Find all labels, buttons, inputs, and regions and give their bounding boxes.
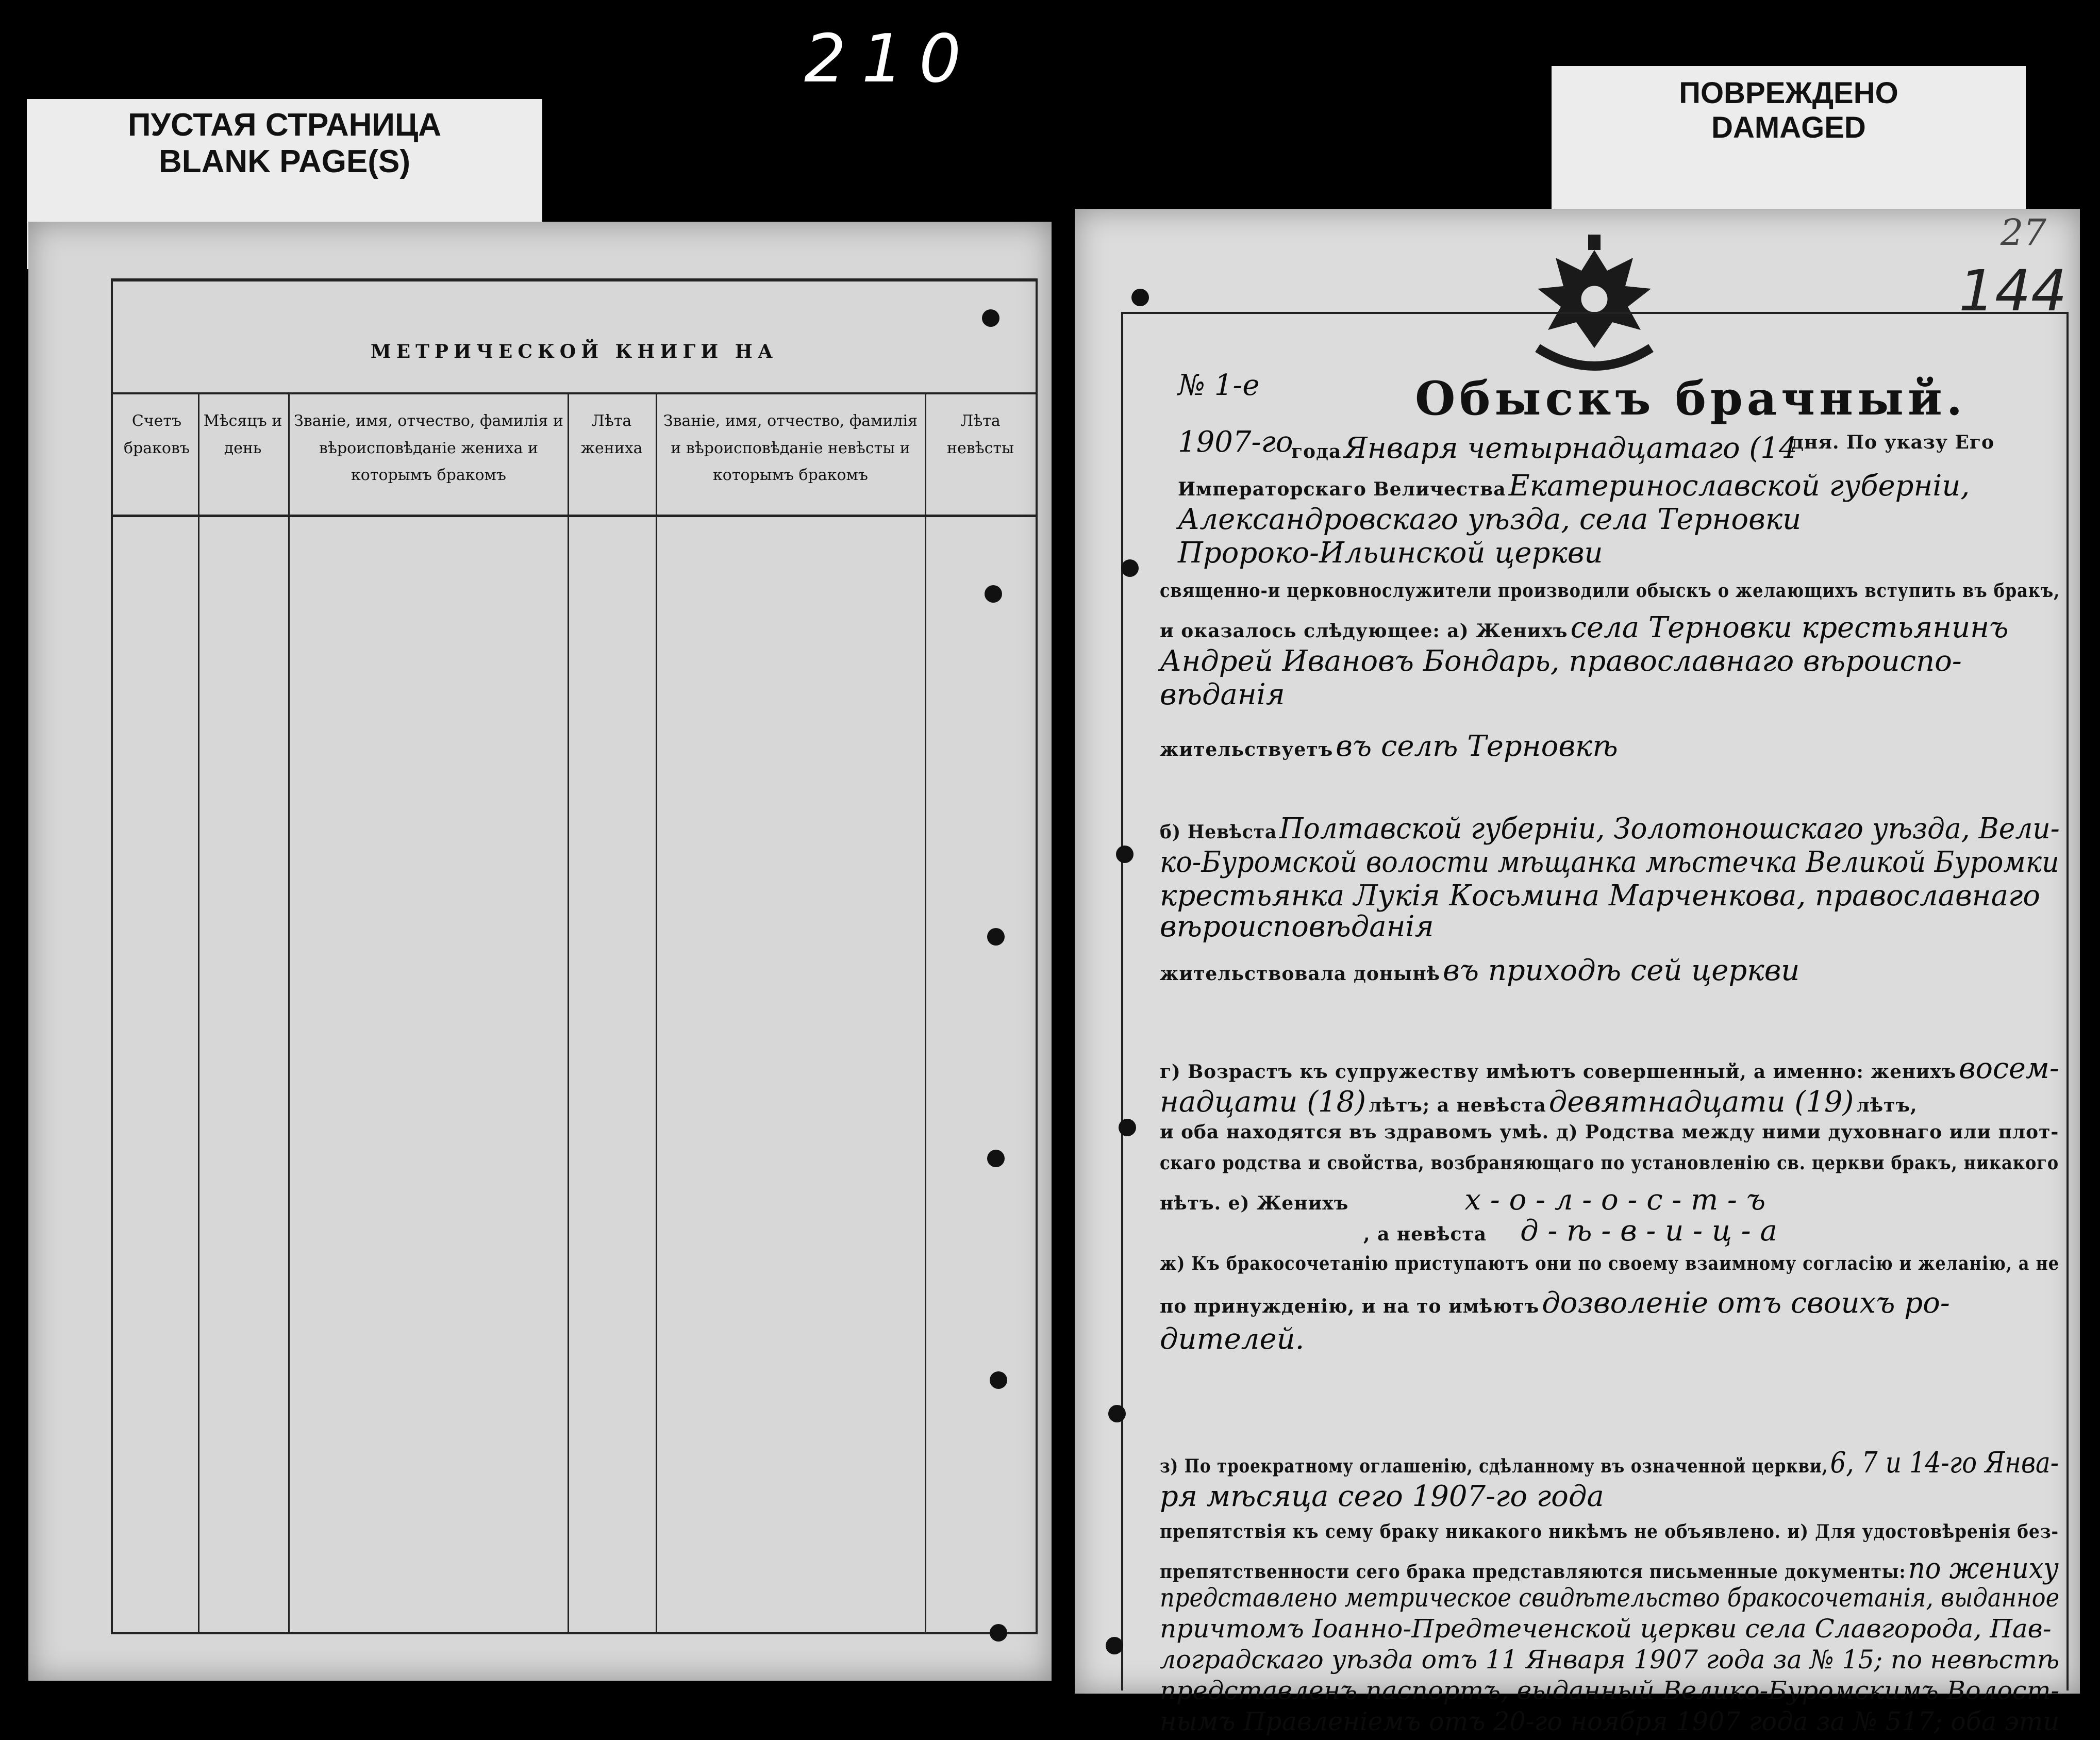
left-page xyxy=(28,222,1052,1681)
handwritten-text: въ селѣ Терновкѣ xyxy=(1336,730,1618,763)
text-line xyxy=(1160,954,1799,987)
text-line xyxy=(1160,1614,2052,1644)
handwritten-text: причтомъ Іоанно-Предтеченской церкви села Славгорода, Пав- xyxy=(1160,1614,2052,1644)
column-divider xyxy=(288,392,290,1632)
printed-text: скаго родства и свойства, возбраняющаго по установленію св. церкви бракъ, никакого xyxy=(1160,1152,2059,1174)
handwritten-text: восем- xyxy=(1959,1052,2059,1085)
record-number: № 1-е xyxy=(1178,369,1260,402)
text-line xyxy=(1160,1446,2059,1480)
text-line xyxy=(1160,1286,1950,1320)
printed-text: лѣтъ; а невѣста xyxy=(1369,1095,1546,1116)
register-table xyxy=(111,278,1038,1634)
punch-hole xyxy=(990,1624,1007,1642)
text-line xyxy=(1178,503,1801,536)
text-line xyxy=(1160,1521,2059,1543)
header-bride-age: Лѣта невѣсты xyxy=(946,412,1014,457)
punch-hole xyxy=(1106,1637,1123,1654)
text-line xyxy=(1160,1152,2059,1174)
header-bride: Званіе, имя, отчество, фамилія и вѣроисповѣданіе невѣсты и которымъ бракомъ xyxy=(663,412,918,484)
handwritten-text: 1907-го xyxy=(1178,425,1293,459)
handwritten-text: крестьянка Лукія Косьмина Марченкова, православнаго xyxy=(1160,879,2040,913)
text-line xyxy=(1363,1214,1777,1248)
handwritten-text: вѣроисповѣданія xyxy=(1160,910,1434,943)
column-divider xyxy=(656,392,657,1632)
handwritten-text: по жениху xyxy=(1908,1552,2059,1585)
text-line xyxy=(1160,812,2060,846)
printed-text: препятственности сего брака представляются письменные документы: xyxy=(1160,1561,1906,1583)
text-line xyxy=(1178,425,1293,459)
column-divider xyxy=(198,392,199,1632)
punch-hole xyxy=(987,928,1005,946)
text-line xyxy=(1160,730,1618,763)
text-line xyxy=(1791,432,1994,453)
punch-hole xyxy=(985,585,1002,603)
punch-hole xyxy=(982,309,999,327)
printed-text: г) Возрастъ къ супружеству имѣютъ совершенный, а именно: женихъ xyxy=(1160,1061,1957,1083)
punch-hole xyxy=(990,1371,1007,1389)
header-month-day: Мѣсяцъ и день xyxy=(203,412,282,457)
printed-text: Императорскаго Величества xyxy=(1178,478,1506,500)
printed-text: и оказалось слѣдующее: а) Женихъ xyxy=(1160,620,1568,642)
text-line xyxy=(1160,1645,2059,1675)
printed-text: дня. По указу Его xyxy=(1791,432,1994,453)
register-title: МЕТРИЧЕСКОЙ КНИГИ НА xyxy=(370,341,778,362)
text-line xyxy=(1160,644,1962,678)
punch-hole xyxy=(1108,1405,1126,1422)
printed-text: жительствовала донынѣ xyxy=(1160,963,1441,985)
header-groom-age: Лѣта жениха xyxy=(580,412,643,457)
column-divider xyxy=(925,392,926,1632)
text-line xyxy=(1160,1052,2059,1085)
text-line xyxy=(1178,536,1603,570)
text-line xyxy=(1291,432,1797,465)
blank-label-ru: ПУСТАЯ СТРАНИЦА xyxy=(127,107,442,143)
punch-hole xyxy=(1131,289,1149,306)
text-line xyxy=(1160,611,2008,644)
text-line xyxy=(1160,1676,2059,1705)
right-page xyxy=(1075,209,2080,1736)
text-line xyxy=(1160,678,1285,711)
frame-number: 210 xyxy=(804,21,977,97)
printed-text: года xyxy=(1291,441,1342,462)
handwritten-text: д - ѣ - в - и - ц - а xyxy=(1520,1214,1777,1248)
handwritten-text: Андрей Ивановъ Бондарь, православнаго вѣроиспо- xyxy=(1160,644,1962,678)
blank-label-en: BLANK PAGE(S) xyxy=(159,144,410,180)
handwritten-text: Екатеринославской губерніи, xyxy=(1508,469,1970,503)
handwritten-text: Пророко-Ильинской церкви xyxy=(1178,536,1603,570)
header-groom: Званіе, имя, отчество, фамилія и вѣроисповѣданіе жениха и которымъ бракомъ xyxy=(294,412,563,484)
handwritten-text: вѣданія xyxy=(1160,678,1285,711)
punch-hole xyxy=(1116,846,1134,863)
handwritten-text: ря мѣсяца сего 1907-го года xyxy=(1160,1480,1604,1513)
folio-number: 144 xyxy=(1959,258,2067,324)
handwritten-text: девятнадцати (19) xyxy=(1548,1085,1854,1119)
damaged-label xyxy=(1552,66,2026,216)
handwritten-text: села Терновки крестьянинъ xyxy=(1570,611,2009,644)
handwritten-text: представленъ паспортъ, выданный Велико-Буромскимъ Волост- xyxy=(1160,1676,2060,1705)
handwritten-text: надцати (18) xyxy=(1160,1085,1366,1119)
text-line xyxy=(1160,1183,1765,1217)
handwritten-text: въ приходѣ сей церкви xyxy=(1443,954,1800,987)
punch-hole xyxy=(987,1150,1005,1167)
handwritten-text: х - о - л - о - с - т - ъ xyxy=(1464,1183,1766,1217)
printed-text: ж) Къ бракосочетанію приступаютъ они по своему взаимному согласію и желанію, а не xyxy=(1160,1253,2060,1274)
handwritten-text: дителей. xyxy=(1160,1322,1305,1356)
printed-text: лѣтъ, xyxy=(1856,1095,1918,1116)
printed-text: и оба находятся въ здравомъ умѣ. д) Родства между ними духовнаго или плот- xyxy=(1160,1121,2059,1143)
text-line xyxy=(1160,1322,1304,1356)
text-line xyxy=(1178,469,1970,503)
text-line xyxy=(1160,1480,1604,1513)
punch-hole xyxy=(1121,559,1139,577)
column-divider xyxy=(568,392,569,1632)
printed-text: з) По троекратному оглашенію, сдѣланному въ означенной церкви, xyxy=(1160,1455,1828,1477)
printed-text: нѣтъ. е) Женихъ xyxy=(1160,1192,1349,1214)
text-line xyxy=(1160,1583,2059,1613)
handwritten-text: Полтавской губерніи, Золотоношскаго уѣзда, Вели- xyxy=(1279,812,2060,846)
handwritten-text: дозволеніе отъ своихъ ро- xyxy=(1542,1286,1950,1320)
text-line xyxy=(1160,580,2060,602)
handwritten-text: нымъ Правленіемъ отъ 20-го ноября 1907 года за № 517; оба эти xyxy=(1160,1706,2060,1736)
form-title: Обыскъ брачный. xyxy=(1415,371,1967,426)
text-line xyxy=(1160,1121,2059,1143)
damaged-label-en: DAMAGED xyxy=(1711,110,1866,144)
header-marriage-count: Счетъ браковъ xyxy=(124,412,190,457)
printed-text: б) Невѣста xyxy=(1160,821,1277,843)
handwritten-text: лоградскаго уѣзда отъ 11 Января 1907 года за № 15; по невѣстѣ xyxy=(1160,1645,2060,1675)
text-line xyxy=(1160,879,2040,913)
damaged-label-ru: ПОВРЕЖДЕНО xyxy=(1679,76,1898,110)
punch-hole xyxy=(1119,1119,1136,1136)
text-line xyxy=(1160,846,2059,879)
text-line xyxy=(1160,1085,1918,1119)
printed-text: жительствуетъ xyxy=(1160,739,1334,760)
printed-text: священно-и церковнослужители производили обыскъ о желающихъ вступить въ бракъ, xyxy=(1160,580,2060,602)
printed-text: по принужденію, и на то имѣютъ xyxy=(1160,1296,1540,1317)
handwritten-text: Января четырнадцатаго (14 xyxy=(1344,432,1797,465)
text-line xyxy=(1160,1552,2059,1585)
text-line xyxy=(1160,910,1434,943)
folio-old: 27 xyxy=(2000,211,2046,254)
handwritten-text: 6, 7 и 14-го Янва- xyxy=(1830,1446,2059,1480)
printed-text: препятствія къ сему браку никакого никѣмъ не объявлено. и) Для удостовѣренія без- xyxy=(1160,1521,2059,1543)
text-line xyxy=(1160,1253,2059,1274)
handwritten-text: Александровскаго уѣзда, села Терновки xyxy=(1178,503,1802,536)
printed-text: , а невѣста xyxy=(1363,1223,1487,1245)
handwritten-text: представлено метрическое свидѣтельство бракосочетанія, выданное xyxy=(1160,1583,2060,1613)
text-line xyxy=(1160,1706,2059,1736)
handwritten-text: ко-Буромской волости мѣщанка мѣстечка Великой Буромки xyxy=(1160,846,2059,879)
